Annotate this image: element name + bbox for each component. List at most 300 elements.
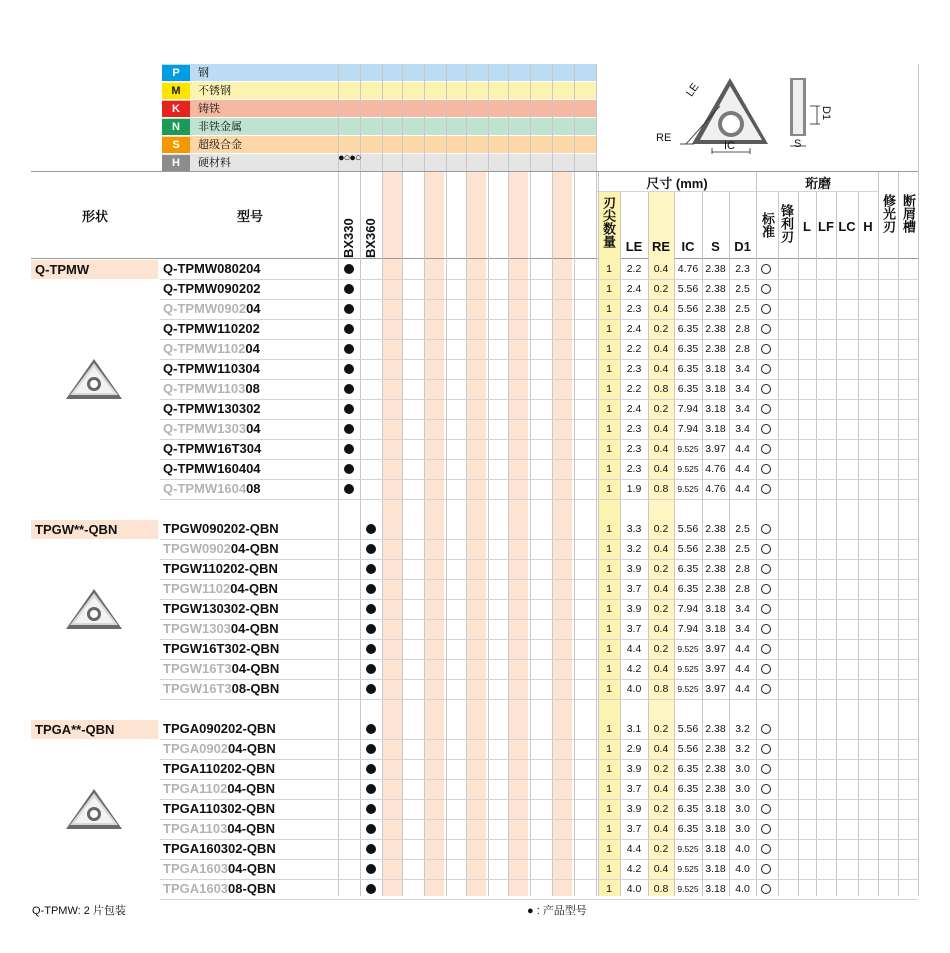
data-grid-line	[778, 192, 779, 896]
cell-value: 2.3	[735, 263, 750, 275]
cell-value: 2.8	[735, 563, 750, 575]
cell-value: 0.4	[653, 263, 669, 275]
cell-value: 6.35	[677, 783, 699, 795]
cell-value: 0.2	[653, 563, 669, 575]
model-black-part: 04-QBN	[231, 661, 280, 676]
honing-standard-mark	[761, 284, 771, 294]
legend-grid-line	[424, 64, 425, 172]
cell-value: 4.4	[626, 843, 642, 855]
cell-value: 2.38	[705, 303, 726, 315]
cell-value: 2.38	[705, 523, 726, 535]
cell-value: 4.0	[735, 843, 750, 855]
cell-value: 3.0	[735, 823, 750, 835]
cell-value: 2.9	[626, 743, 642, 755]
model-black-part: Q-TPMW110202	[163, 321, 260, 336]
product-dot	[366, 844, 376, 854]
cell-value: 2.38	[705, 743, 726, 755]
model-black-part: TPGW090202-QBN	[163, 521, 279, 536]
header-edges: 刃尖数量	[601, 196, 616, 248]
cell-value: 0.2	[653, 283, 669, 295]
cell-value: 1	[606, 823, 612, 835]
cell-value: 0.2	[653, 403, 669, 415]
cell-value: 4.4	[735, 643, 750, 655]
insert-dimension-diagram	[650, 66, 850, 156]
cell-value: 4.4	[735, 663, 750, 675]
cell-value: 1	[606, 543, 612, 555]
model-number	[163, 261, 261, 277]
diagram-s-label: S	[794, 138, 802, 150]
cell-value: 1	[606, 623, 612, 635]
cell-value: 6.35	[677, 343, 699, 355]
cell-value: 5.56	[677, 543, 699, 555]
cell-value: 2.5	[735, 283, 750, 295]
model-grey-part: TPGA1603	[163, 861, 229, 876]
legend-name: 铸铁	[198, 103, 220, 115]
triangular-insert-icon	[62, 785, 126, 833]
cell-value: 1	[606, 743, 612, 755]
cell-value: 6.35	[677, 363, 699, 375]
model-number	[163, 801, 275, 817]
header-honing-standard: 标准	[760, 212, 775, 238]
row-line	[160, 599, 918, 600]
cell-value: 1	[606, 363, 612, 375]
header-honing-lf: LF	[818, 219, 834, 234]
model-grey-part: TPGA1103	[163, 821, 228, 836]
model-grey-part: TPGA0902	[163, 741, 229, 756]
cell-value: 0.2	[653, 723, 669, 735]
model-black-part: 04-QBN	[228, 741, 276, 756]
cell-value: 2.3	[626, 443, 642, 455]
model-grey-part: TPGW16T3	[163, 681, 232, 696]
data-grid-line	[816, 192, 817, 896]
row-line	[160, 739, 918, 740]
footer-packaging-note: Q-TPMW: 2 片包装	[32, 905, 126, 917]
cell-value: 6.35	[677, 803, 699, 815]
model-black-part: Q-TPMW16T304	[163, 441, 262, 456]
product-dot	[366, 864, 376, 874]
legend-name: 超级合金	[198, 139, 242, 151]
honing-standard-mark	[761, 604, 771, 614]
cell-value: 1	[606, 783, 612, 795]
footer-legend-note: ● : 产品型号	[527, 905, 587, 917]
legend-grid-line	[488, 64, 489, 172]
product-dot	[366, 604, 376, 614]
model-number	[163, 361, 260, 377]
cell-value: 6.35	[677, 763, 699, 775]
model-grey-part: TPGA1102	[163, 781, 228, 796]
model-number	[163, 381, 260, 397]
grade-grid-line	[466, 172, 467, 896]
cell-value: 9.525	[677, 864, 699, 874]
honing-standard-mark	[761, 424, 771, 434]
row-line	[160, 659, 918, 660]
model-number	[163, 601, 279, 617]
cell-value: 9.525	[677, 684, 699, 694]
model-number	[163, 481, 261, 497]
data-grid-line	[756, 172, 757, 896]
model-black-part: TPGW130302-QBN	[163, 601, 279, 616]
cell-value: 1	[606, 563, 612, 575]
honing-standard-mark	[761, 344, 771, 354]
grade-column-stripe	[382, 172, 402, 896]
cell-value: 3.7	[626, 823, 642, 835]
legend-grid-line	[574, 64, 575, 172]
cell-value: 0.4	[653, 543, 669, 555]
cell-value: 4.0	[735, 883, 750, 895]
data-grid-line	[836, 192, 837, 896]
row-line	[160, 299, 918, 300]
cell-value: 0.8	[653, 683, 669, 695]
cell-value: 9.525	[677, 484, 699, 494]
cell-value: 3.18	[705, 603, 726, 615]
row-line	[160, 559, 918, 560]
cell-value: 3.18	[705, 403, 726, 415]
cell-value: 3.9	[626, 803, 642, 815]
cell-value: 3.2	[735, 723, 750, 735]
cell-value: 9.525	[677, 844, 699, 854]
cell-value: 1	[606, 803, 612, 815]
cell-value: 2.38	[705, 283, 726, 295]
cell-value: 2.4	[626, 323, 642, 335]
cell-value: 3.18	[705, 883, 726, 895]
header-bottom-line	[31, 258, 918, 259]
cell-value: 0.2	[653, 803, 669, 815]
cell-value: 3.2	[626, 543, 642, 555]
cell-value: 4.2	[626, 863, 642, 875]
product-dot	[366, 664, 376, 674]
product-dot	[344, 424, 354, 434]
model-number	[163, 661, 279, 677]
product-dot	[366, 524, 376, 534]
cell-value: 5.56	[677, 723, 699, 735]
model-grey-part: Q-TPMW1604	[163, 481, 247, 496]
row-line	[160, 819, 918, 820]
legend-grid-line	[466, 64, 467, 172]
shape-label: TPGA**-QBN	[31, 720, 158, 739]
model-black-part: Q-TPMW130302	[163, 401, 261, 416]
cell-value: 0.4	[653, 823, 669, 835]
model-grey-part: TPGW16T3	[163, 661, 232, 676]
header-honing-lc: LC	[838, 219, 856, 234]
cell-value: 4.4	[735, 683, 750, 695]
model-grey-part: Q-TPMW0902	[163, 301, 247, 316]
honing-standard-mark	[761, 524, 771, 534]
diagram-le-label: LE	[683, 81, 702, 99]
cell-value: 3.2	[735, 743, 750, 755]
product-dot	[366, 624, 376, 634]
cell-value: 0.4	[653, 303, 669, 315]
cell-value: 1	[606, 463, 612, 475]
model-black-part: 04-QBN	[230, 541, 279, 556]
cell-value: 3.18	[705, 843, 726, 855]
cell-value: 0.4	[653, 743, 669, 755]
cell-value: 4.4	[626, 643, 642, 655]
cell-value: 1	[606, 663, 612, 675]
row-line	[160, 279, 918, 280]
cell-value: 0.4	[653, 623, 669, 635]
shape-label: Q-TPMW	[31, 260, 158, 279]
legend-grid-line	[402, 64, 403, 172]
grade-grid-line	[488, 172, 489, 896]
cell-value: 3.1	[626, 723, 642, 735]
data-grid-line	[918, 172, 919, 896]
model-number	[163, 881, 276, 897]
product-dot	[366, 744, 376, 754]
cell-value: 0.4	[653, 663, 669, 675]
honing-standard-mark	[761, 484, 771, 494]
row-line	[160, 579, 918, 580]
cell-value: 1	[606, 843, 612, 855]
cell-value: 6.35	[677, 823, 699, 835]
honing-standard-mark	[761, 404, 771, 414]
cell-value: 5.56	[677, 523, 699, 535]
row-line	[160, 339, 918, 340]
honing-standard-mark	[761, 764, 771, 774]
cell-value: 7.94	[677, 603, 699, 615]
cell-value: 4.76	[705, 463, 726, 475]
model-number	[163, 741, 276, 757]
row-line	[160, 539, 918, 540]
cell-value: 2.38	[705, 323, 726, 335]
cell-value: 2.2	[626, 343, 642, 355]
model-black-part: 04-QBN	[230, 621, 279, 636]
data-grid-line	[898, 172, 899, 896]
diagram-ic-label: IC	[724, 140, 735, 152]
triangular-insert-icon	[62, 585, 126, 633]
cell-value: 1	[606, 343, 612, 355]
cell-value: 0.2	[653, 843, 669, 855]
cell-value: 1	[606, 323, 612, 335]
row-line	[160, 439, 918, 440]
model-black-part: 08-QBN	[228, 881, 276, 896]
cell-value: 3.18	[705, 423, 726, 435]
legend-code: H	[162, 155, 190, 171]
cell-value: 4.0	[735, 863, 750, 875]
cell-value: 5.56	[677, 283, 699, 295]
header-honing-l: L	[803, 219, 811, 234]
model-grey-part: Q-TPMW1102	[163, 341, 246, 356]
honing-standard-mark	[761, 864, 771, 874]
honing-standard-mark	[761, 564, 771, 574]
cell-value: 2.5	[735, 303, 750, 315]
row-line	[160, 859, 918, 860]
cell-value: 0.2	[653, 763, 669, 775]
cell-value: 2.3	[626, 363, 642, 375]
model-black-part: TPGA090202-QBN	[163, 721, 276, 736]
cell-value: 0.4	[653, 783, 669, 795]
cell-value: 4.4	[735, 483, 750, 495]
cell-value: 3.7	[626, 783, 642, 795]
honing-standard-mark	[761, 784, 771, 794]
product-dot	[344, 264, 354, 274]
cell-value: 4.76	[677, 263, 699, 275]
insert-image	[62, 785, 126, 833]
honing-standard-mark	[761, 844, 771, 854]
cell-value: 2.38	[705, 543, 726, 555]
cell-value: 2.8	[735, 583, 750, 595]
product-dot	[344, 464, 354, 474]
cell-value: 2.38	[705, 343, 726, 355]
model-black-part: TPGA160302-QBN	[163, 841, 276, 856]
row-line	[160, 479, 918, 480]
product-dot	[344, 344, 354, 354]
product-dot	[366, 684, 376, 694]
model-number	[163, 421, 261, 437]
header-dim-le: LE	[625, 239, 643, 254]
cell-value: 3.3	[626, 523, 642, 535]
cell-value: 3.18	[705, 623, 726, 635]
cell-value: 1	[606, 603, 612, 615]
product-dot	[344, 324, 354, 334]
model-number	[163, 401, 261, 417]
grade-grid-line	[508, 172, 509, 896]
triangular-insert-icon	[62, 355, 126, 403]
cell-value: 3.0	[735, 783, 750, 795]
data-grid-line	[858, 192, 859, 896]
row-line	[160, 839, 918, 840]
data-grid-line	[798, 192, 799, 896]
row-line	[160, 799, 918, 800]
cell-value: 3.7	[626, 583, 642, 595]
product-dot	[344, 484, 354, 494]
cell-value: 2.4	[626, 403, 642, 415]
cell-value: 3.4	[735, 623, 750, 635]
row-line	[160, 319, 918, 320]
row-line	[160, 419, 918, 420]
cell-value: 0.4	[653, 343, 669, 355]
model-black-part: Q-TPMW080204	[163, 261, 261, 276]
product-dot	[344, 284, 354, 294]
honing-standard-mark	[761, 444, 771, 454]
shape-label: TPGW**-QBN	[31, 520, 158, 539]
header-top-line	[31, 171, 918, 172]
model-grey-part: TPGW0902	[163, 541, 231, 556]
row-line	[160, 699, 918, 700]
cell-value: 2.38	[705, 783, 726, 795]
header-shape: 形状	[81, 209, 108, 224]
row-line	[160, 639, 918, 640]
model-black-part: 08	[245, 381, 260, 396]
cell-value: 1	[606, 723, 612, 735]
cell-value: 0.4	[653, 363, 669, 375]
row-line	[160, 879, 918, 880]
model-number	[163, 541, 279, 557]
grade-grid-line	[552, 172, 553, 896]
product-dot	[344, 444, 354, 454]
grade-grid-line	[338, 172, 339, 896]
cell-value: 0.8	[653, 883, 669, 895]
cell-value: 4.4	[735, 463, 750, 475]
product-dot	[366, 784, 376, 794]
grade-column-stripe	[466, 172, 486, 896]
model-number	[163, 281, 261, 297]
model-number	[163, 761, 275, 777]
cell-value: 0.2	[653, 643, 669, 655]
cell-value: 9.525	[677, 444, 699, 454]
cell-value: 3.18	[705, 823, 726, 835]
cell-value: 3.7	[626, 623, 642, 635]
model-black-part: TPGW16T302-QBN	[163, 641, 280, 656]
cell-value: 3.18	[705, 383, 726, 395]
cell-value: 2.8	[735, 343, 750, 355]
honing-standard-mark	[761, 384, 771, 394]
row-line	[160, 379, 918, 380]
model-black-part: 04	[246, 301, 261, 316]
cell-value: 3.0	[735, 803, 750, 815]
legend-grid-line	[552, 64, 553, 172]
model-black-part: 08-QBN	[231, 681, 280, 696]
cell-value: 5.56	[677, 743, 699, 755]
row-line	[160, 499, 918, 500]
honing-standard-mark	[761, 824, 771, 834]
cell-value: 4.0	[626, 883, 642, 895]
cell-value: 7.94	[677, 403, 699, 415]
header-dim-ic: IC	[681, 239, 695, 254]
model-grey-part: TPGW1102	[163, 581, 231, 596]
model-black-part: Q-TPMW160404	[163, 461, 261, 476]
header-dim-re: RE	[651, 239, 671, 254]
grade-grid-line	[424, 172, 425, 896]
cell-value: 4.4	[735, 443, 750, 455]
model-number	[163, 461, 261, 477]
cell-value: 3.0	[735, 763, 750, 775]
row-line	[160, 459, 918, 460]
header-breaker: 断屑槽	[901, 194, 916, 233]
model-black-part: Q-TPMW110304	[163, 361, 260, 376]
cell-value: 3.97	[705, 683, 726, 695]
honing-standard-mark	[761, 364, 771, 374]
legend-name: 钢	[198, 67, 209, 79]
legend-code: M	[162, 83, 190, 99]
cell-value: 1	[606, 863, 612, 875]
model-number	[163, 321, 260, 337]
model-black-part: 08	[246, 481, 261, 496]
model-number	[163, 721, 276, 737]
header-honing-h: H	[863, 219, 873, 234]
legend-grade-marks: ●○●○	[338, 152, 361, 164]
header-dim-s: S	[711, 239, 720, 254]
honing-standard-mark	[761, 624, 771, 634]
model-black-part: Q-TPMW090202	[163, 281, 261, 296]
honing-standard-mark	[761, 584, 771, 594]
cell-value: 2.3	[626, 463, 642, 475]
cell-value: 0.8	[653, 483, 669, 495]
model-number	[163, 441, 261, 457]
honing-standard-mark	[761, 644, 771, 654]
data-grid-line	[878, 172, 879, 896]
legend-code: P	[162, 65, 190, 81]
model-number	[163, 581, 278, 597]
legend-name: 非铁金属	[198, 121, 242, 133]
cell-value: 3.18	[705, 363, 726, 375]
row-line	[160, 779, 918, 780]
model-black-part: 04-QBN	[227, 781, 276, 796]
model-grey-part: Q-TPMW1303	[163, 421, 247, 436]
cell-value: 2.38	[705, 263, 726, 275]
cell-value: 1	[606, 443, 612, 455]
cell-value: 2.38	[705, 723, 726, 735]
product-dot	[366, 804, 376, 814]
cell-value: 3.97	[705, 663, 726, 675]
grade-column-stripe	[508, 172, 528, 896]
cell-value: 3.4	[735, 383, 750, 395]
model-black-part: 04-QBN	[230, 581, 278, 596]
model-number	[163, 521, 279, 537]
cell-value: 2.4	[626, 283, 642, 295]
honing-standard-mark	[761, 744, 771, 754]
cell-value: 1	[606, 883, 612, 895]
header-honing: 珩磨	[804, 176, 831, 191]
